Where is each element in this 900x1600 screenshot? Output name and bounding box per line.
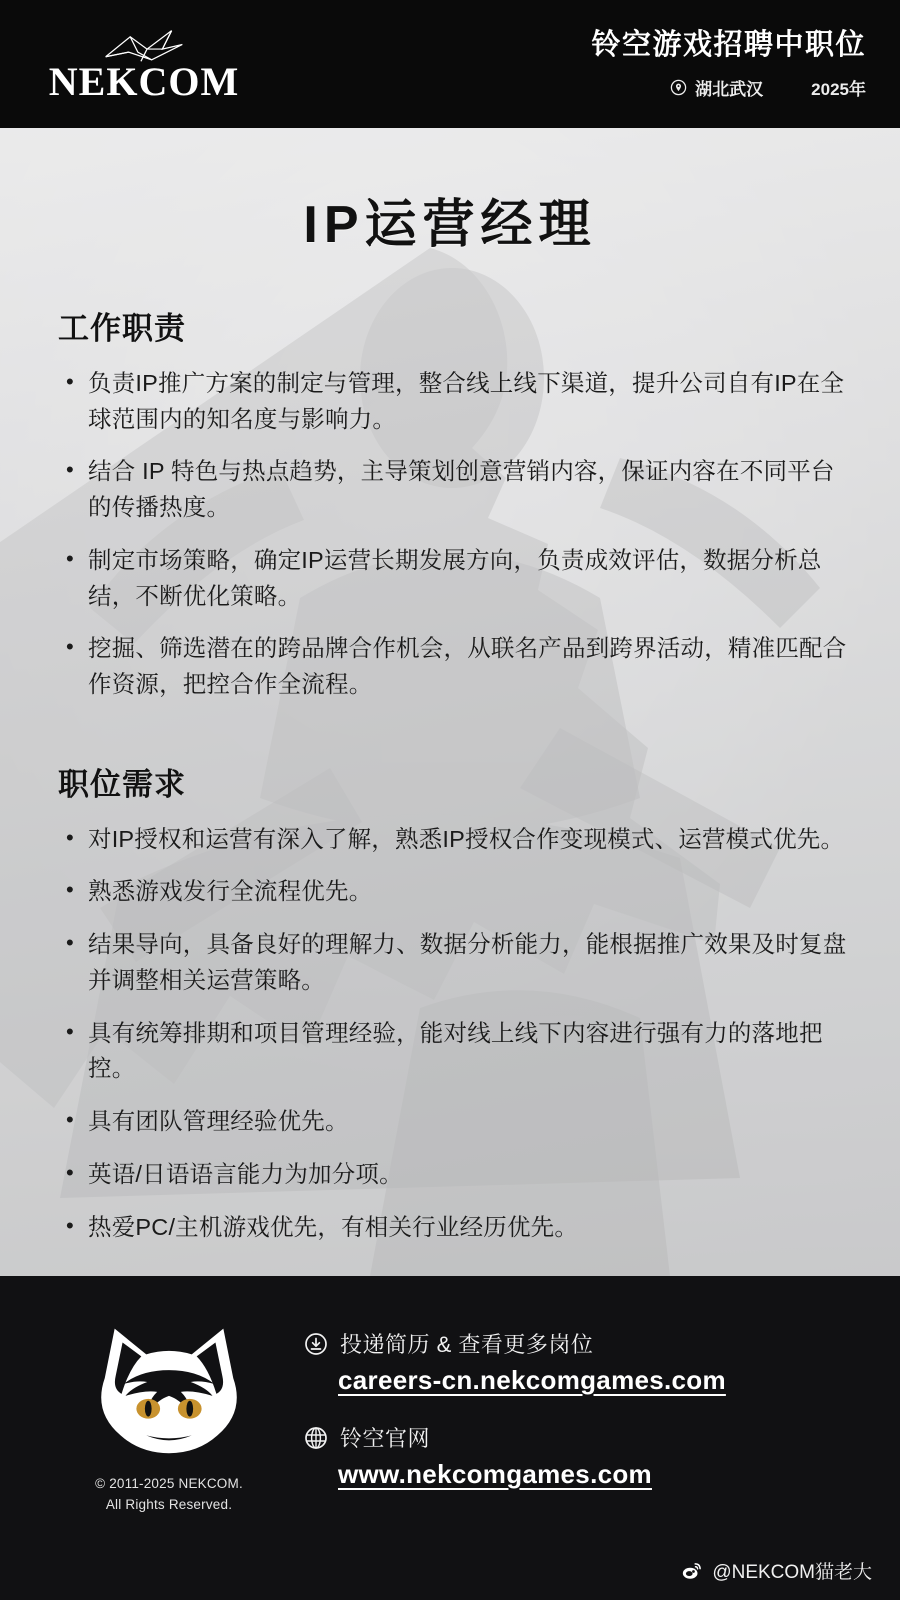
list-item: • 熟悉游戏发行全流程优先。 [60, 874, 848, 910]
weibo-handle: @NEKCOM猫老大 [712, 1562, 872, 1583]
cat-logo-block [44, 1310, 294, 1516]
location-group [670, 75, 763, 100]
header-title: 铃空游戏招聘中职位 [591, 29, 866, 62]
list-item: • 挖掘、筛选潜在的跨品牌合作机会，从联名产品到跨界活动，精准匹配合作资源，把控合作全流程。 [60, 631, 848, 702]
list-item: • 热爱PC/主机游戏优先，有相关行业经历优先。 [60, 1210, 848, 1246]
careers-url[interactable]: careers-cn.nekcomgames.com [338, 1365, 726, 1395]
download-arrow-icon [304, 1332, 328, 1356]
section-responsibilities [52, 303, 848, 703]
header-subline [591, 75, 866, 100]
list-item: • 英语/日语语言能力为加分项。 [60, 1157, 848, 1193]
footer-links [294, 1310, 870, 1516]
careers-link-row [304, 1328, 870, 1396]
poster-header [0, 0, 900, 128]
section-heading: 工作职责 [58, 311, 186, 346]
year-text: 2025年 [811, 79, 866, 99]
careers-label-row [304, 1328, 870, 1359]
copyright [95, 1474, 243, 1516]
weibo-icon [681, 1560, 703, 1582]
location-pin-icon [670, 79, 687, 96]
website-label-row [304, 1422, 870, 1453]
section-requirements [52, 759, 848, 1245]
poster-content [0, 128, 900, 1245]
location-text: 湖北武汉 [695, 79, 764, 99]
website-url[interactable]: www.nekcomgames.com [338, 1459, 652, 1489]
nekcom-logo [34, 26, 254, 102]
list-item: • 负责IP推广方案的制定与管理，整合线上线下渠道，提升公司自有IP在全球范围内的知名度与影响力。 [60, 366, 848, 437]
responsibility-list [60, 366, 848, 703]
poster-body [0, 128, 900, 1276]
list-item: • 结果导向，具备良好的理解力、数据分析能力，能根据推广效果及时复盘并调整相关运营策略。 [60, 927, 848, 998]
copyright-line-2: All Rights Reserved. [105, 1496, 233, 1512]
copyright-line-1: © 2011-2025 NEKCOM. [95, 1476, 243, 1491]
globe-icon [304, 1426, 328, 1450]
list-item: • 具有统筹排期和项目管理经验，能对线上线下内容进行强有力的落地把控。 [60, 1016, 848, 1087]
list-item: • 结合 IP 特色与热点趋势，主导策划创意营销内容，保证内容在不同平台的传播热度。 [60, 454, 848, 525]
website-label: 铃空官网 [340, 1426, 431, 1451]
section-heading: 职位需求 [58, 766, 186, 802]
page-title: IP运营经理 [303, 196, 597, 254]
requirement-list [60, 822, 848, 1245]
logo-wordmark: NEKCOM [48, 59, 240, 104]
list-item: • 制定市场策略，确定IP运营长期发展方向，负责成效评估，数据分析总结，不断优化策略。 [60, 543, 848, 614]
careers-label: 投递简历 & 查看更多岗位 [340, 1332, 594, 1357]
header-right [591, 28, 874, 100]
poster-footer [0, 1276, 900, 1600]
cat-face-logo [85, 1310, 253, 1460]
weibo-handle-group[interactable] [681, 1557, 872, 1584]
list-item: • 对IP授权和运营有深入了解，熟悉IP授权合作变现模式、运营模式优先。 [60, 822, 848, 858]
list-item: • 具有团队管理经验优先。 [60, 1104, 848, 1140]
website-link-row [304, 1422, 870, 1490]
